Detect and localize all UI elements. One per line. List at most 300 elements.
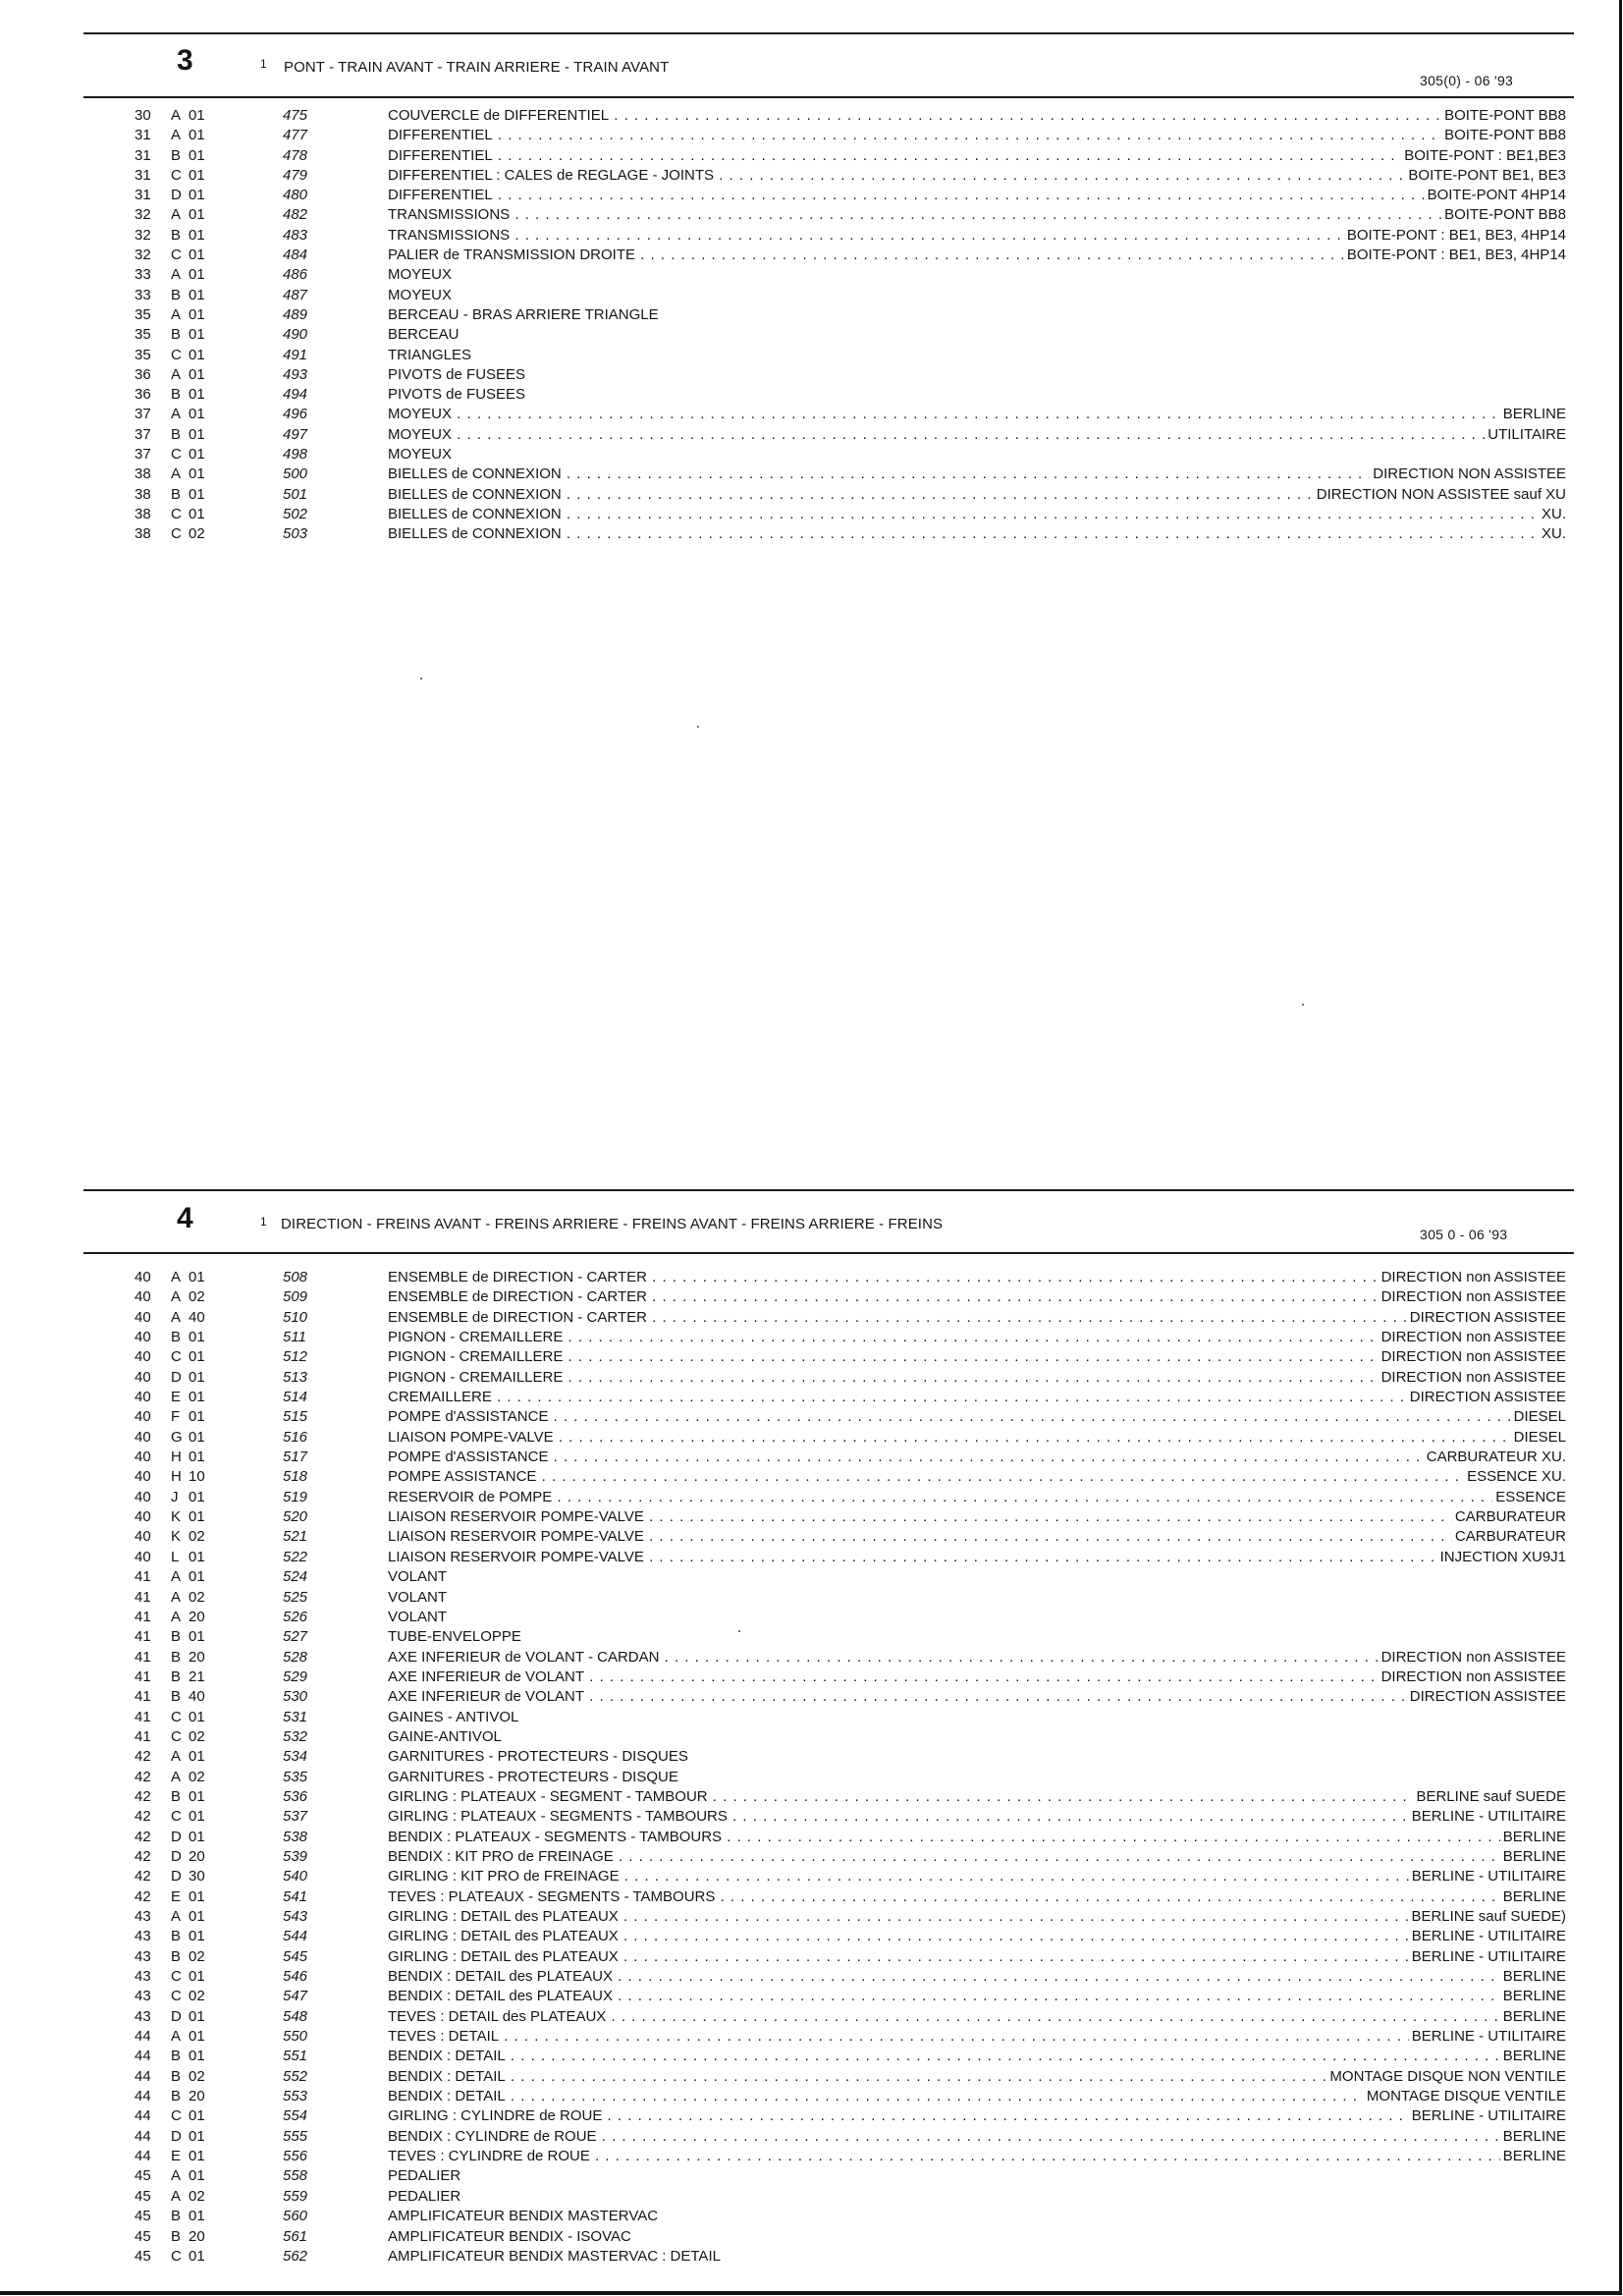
row-index: 01: [189, 146, 205, 164]
row-description: AXE INFERIEUR de VOLANT . . .: [388, 1667, 1562, 1687]
index-row: [0, 485, 1623, 505]
row-letter: C: [171, 2247, 182, 2265]
row-letter: A: [171, 2167, 182, 2185]
row-note: CARBURATEUR: [1452, 1507, 1566, 1527]
row-group: 40: [135, 1428, 151, 1446]
row-letter: D: [171, 2007, 182, 2025]
row-index: 02: [189, 1947, 205, 1965]
row-page-number: 487: [283, 286, 308, 303]
row-letter: C: [171, 1708, 182, 1725]
row-description: GARNITURES - PROTECTEURS - DISQUE: [388, 1768, 678, 1785]
section-superscript: 1: [260, 57, 267, 71]
row-page-number: 556: [283, 2148, 308, 2165]
row-group: 42: [135, 1847, 151, 1865]
row-index: 40: [189, 1688, 205, 1706]
row-index: 02: [189, 1727, 205, 1745]
index-row: [0, 2027, 1623, 2047]
row-description: BERCEAU: [388, 326, 460, 344]
row-group: 38: [135, 485, 151, 503]
row-letter: B: [171, 1787, 182, 1805]
row-note: DIRECTION non ASSISTEE: [1379, 1667, 1566, 1687]
row-page-number: 558: [283, 2167, 308, 2185]
row-group: 43: [135, 1928, 151, 1945]
row-group: 40: [135, 1348, 151, 1366]
row-group: 40: [135, 1488, 151, 1505]
row-description: TRANSMISSIONS . . .: [388, 226, 1562, 246]
row-group: 44: [135, 2028, 151, 2046]
row-page-number: 532: [283, 1727, 308, 1745]
index-row: [0, 166, 1623, 186]
row-letter: A: [171, 127, 182, 144]
row-description: TEVES : CYLINDRE de ROUE . . .: [388, 2147, 1562, 2166]
index-row: [0, 1368, 1623, 1388]
row-index: 01: [189, 326, 205, 344]
row-index: 01: [189, 1787, 205, 1805]
row-letter: B: [171, 326, 182, 344]
row-page-number: 550: [283, 2028, 308, 2046]
row-description: RESERVOIR de POMPE . . .: [388, 1488, 1562, 1507]
row-index: 01: [189, 2167, 205, 2185]
row-note: DIRECTION non ASSISTEE: [1379, 1347, 1566, 1367]
row-note: BERLINE: [1500, 1987, 1566, 2006]
row-page-number: 478: [283, 146, 308, 164]
row-index: 01: [189, 1708, 205, 1725]
index-row: [0, 1867, 1623, 1886]
row-page-number: 475: [283, 107, 308, 124]
index-row: [0, 1308, 1623, 1328]
index-row: [0, 1847, 1623, 1867]
row-group: 42: [135, 1768, 151, 1785]
row-description: MOYEUX . . .: [388, 405, 1562, 424]
row-description: ENSEMBLE de DIRECTION - CARTER . . .: [388, 1308, 1562, 1328]
row-index: 01: [189, 485, 205, 503]
row-letter: B: [171, 1928, 182, 1945]
row-letter: A: [171, 1288, 182, 1306]
row-group: 43: [135, 2007, 151, 2025]
row-letter: A: [171, 107, 182, 124]
row-note: CARBURATEUR: [1452, 1527, 1566, 1547]
row-letter: B: [171, 1648, 182, 1666]
row-description: GIRLING : DETAIL des PLATEAUX . . .: [388, 1907, 1562, 1927]
index-row: [0, 2147, 1623, 2166]
row-note: BERLINE: [1500, 2147, 1566, 2166]
section-title: PONT - TRAIN AVANT - TRAIN ARRIERE - TRAIN AVANT: [284, 59, 670, 76]
row-group: 45: [135, 2187, 151, 2205]
row-index: 01: [189, 1928, 205, 1945]
index-row: [0, 2127, 1623, 2147]
row-index: 02: [189, 1528, 205, 1546]
row-note: BERLINE: [1500, 2047, 1566, 2066]
row-description: GAINES - ANTIVOL: [388, 1708, 519, 1725]
row-description: CREMAILLERE . . .: [388, 1388, 1562, 1407]
row-letter: F: [171, 1408, 181, 1426]
row-note: DIRECTION non ASSISTEE: [1379, 1328, 1566, 1347]
index-row: [0, 405, 1623, 424]
row-note: BERLINE - UTILITAIRE: [1409, 1867, 1566, 1886]
row-letter: B: [171, 2227, 182, 2245]
row-page-number: 534: [283, 1748, 308, 1766]
row-note: DIRECTION NON ASSISTEE sauf XU: [1314, 485, 1566, 505]
row-description: TEVES : PLATEAUX - SEGMENTS - TAMBOURS . . .: [388, 1887, 1562, 1907]
row-index: 01: [189, 2208, 205, 2225]
row-letter: B: [171, 386, 182, 404]
row-description: LIAISON RESERVOIR POMPE-VALVE . . .: [388, 1527, 1562, 1547]
row-note: BOITE-PONT BB8: [1441, 126, 1566, 145]
index-row: [0, 1507, 1623, 1527]
index-row: [0, 1667, 1623, 1687]
index-row: [0, 325, 1623, 345]
row-group: 32: [135, 246, 151, 264]
row-description: AXE INFERIEUR de VOLANT . . .: [388, 1687, 1562, 1707]
row-page-number: 500: [283, 465, 308, 483]
index-row: [0, 465, 1623, 484]
row-index: 01: [189, 286, 205, 303]
row-letter: A: [171, 206, 182, 224]
row-group: 37: [135, 406, 151, 423]
index-row: [0, 1828, 1623, 1847]
index-row: [0, 2087, 1623, 2106]
row-group: 31: [135, 166, 151, 184]
row-letter: B: [171, 425, 182, 443]
row-letter: C: [171, 1968, 182, 1986]
index-row: [0, 1747, 1623, 1767]
index-row: [0, 1807, 1623, 1827]
section-code: 305(0) - 06 '93: [1420, 73, 1514, 88]
row-page-number: 477: [283, 127, 308, 144]
row-note: MONTAGE DISQUE NON VENTILE: [1326, 2067, 1566, 2087]
row-letter: A: [171, 1269, 182, 1285]
row-letter: C: [171, 1808, 182, 1826]
row-description: DIFFERENTIEL . . .: [388, 126, 1562, 145]
index-row: [0, 445, 1623, 465]
row-description: POMPE ASSISTANCE . . .: [388, 1467, 1562, 1487]
row-note: BOITE-PONT 4HP14: [1425, 186, 1566, 205]
index-row: [0, 524, 1623, 544]
index-row: [0, 1927, 1623, 1946]
row-description: PIGNON - CREMAILLERE . . .: [388, 1368, 1562, 1388]
row-page-number: 547: [283, 1988, 308, 2005]
section-rows: [0, 1268, 1623, 2267]
row-page-number: 497: [283, 425, 308, 443]
row-letter: B: [171, 286, 182, 303]
row-description: GARNITURES - PROTECTEURS - DISQUES: [388, 1748, 688, 1766]
row-description: GIRLING : DETAIL des PLATEAUX . . .: [388, 1947, 1562, 1967]
row-letter: E: [171, 1887, 182, 1905]
row-page-number: 486: [283, 266, 308, 284]
index-row: [0, 146, 1623, 166]
row-group: 37: [135, 425, 151, 443]
row-description: BENDIX : DETAIL . . .: [388, 2047, 1562, 2066]
row-index: 01: [189, 1828, 205, 1845]
row-page-number: 493: [283, 365, 308, 383]
row-description: PIVOTS de FUSEES: [388, 386, 526, 404]
row-page-number: 537: [283, 1808, 308, 1826]
row-group: 41: [135, 1708, 151, 1725]
index-row: [0, 2247, 1623, 2267]
row-note: BOITE-PONT BB8: [1441, 106, 1566, 126]
row-page-number: 530: [283, 1688, 308, 1706]
row-group: 33: [135, 286, 151, 303]
row-note: BOITE-PONT BE1, BE3: [1405, 166, 1566, 186]
row-page-number: 539: [283, 1847, 308, 1865]
row-index: 01: [189, 2048, 205, 2065]
row-group: 44: [135, 2127, 151, 2145]
row-letter: A: [171, 1908, 182, 1925]
row-index: 30: [189, 1868, 205, 1886]
row-note: UTILITAIRE: [1485, 425, 1566, 445]
row-index: 01: [189, 2148, 205, 2165]
row-note: BOITE-PONT BB8: [1441, 205, 1566, 225]
row-index: 01: [189, 1628, 205, 1646]
row-description: AXE INFERIEUR de VOLANT - CARDAN . . .: [388, 1648, 1562, 1667]
section-title: DIRECTION - FREINS AVANT - FREINS ARRIERE - FREINS AVANT - FREINS ARRIERE - FREINS: [281, 1216, 944, 1232]
row-group: 40: [135, 1408, 151, 1426]
row-group: 41: [135, 1727, 151, 1745]
row-index: 01: [189, 2028, 205, 2046]
row-group: 42: [135, 1787, 151, 1805]
row-page-number: 502: [283, 505, 308, 522]
row-page-number: 491: [283, 346, 308, 363]
row-index: 01: [189, 1368, 205, 1386]
row-page-number: 482: [283, 206, 308, 224]
row-index: 02: [189, 525, 205, 543]
row-description: TRANSMISSIONS . . .: [388, 205, 1562, 225]
row-note: BOITE-PONT : BE1, BE3, 4HP14: [1344, 226, 1566, 246]
index-row: [0, 1887, 1623, 1907]
row-index: 01: [189, 505, 205, 522]
row-page-number: 496: [283, 406, 308, 423]
index-row: [0, 1768, 1623, 1787]
index-row: [0, 1567, 1623, 1587]
row-index: 01: [189, 1488, 205, 1505]
index-row: [0, 365, 1623, 385]
row-page-number: 551: [283, 2048, 308, 2065]
row-note: BERLINE: [1500, 405, 1566, 424]
row-page-number: 544: [283, 1928, 308, 1945]
row-index: 01: [189, 1908, 205, 1925]
index-row: [0, 2067, 1623, 2087]
row-group: 30: [135, 107, 151, 124]
row-index: 01: [189, 127, 205, 144]
row-note: DIRECTION ASSISTEE: [1407, 1687, 1566, 1707]
section-header-rule: [83, 96, 1574, 98]
row-note: DIRECTION non ASSISTEE: [1379, 1268, 1566, 1287]
row-index: 01: [189, 206, 205, 224]
row-description: ENSEMBLE de DIRECTION - CARTER . . .: [388, 1268, 1562, 1287]
row-index: 01: [189, 266, 205, 284]
row-description: COUVERCLE de DIFFERENTIEL . . .: [388, 106, 1562, 126]
row-description: BIELLES de CONNEXION . . .: [388, 524, 1562, 544]
row-description: DIFFERENTIEL . . .: [388, 146, 1562, 166]
row-note: CARBURATEUR XU.: [1424, 1448, 1566, 1467]
row-note: DIRECTION ASSISTEE: [1407, 1308, 1566, 1328]
row-letter: C: [171, 505, 182, 522]
row-note: MONTAGE DISQUE VENTILE: [1364, 2087, 1566, 2106]
row-description: MOYEUX . . .: [388, 425, 1562, 445]
row-letter: A: [171, 1568, 182, 1586]
scan-speck: [420, 678, 422, 680]
index-row: [0, 1347, 1623, 1367]
row-index: 01: [189, 1748, 205, 1766]
row-index: 01: [189, 446, 205, 464]
row-letter: E: [171, 1389, 182, 1406]
row-note: DIRECTION non ASSISTEE: [1379, 1648, 1566, 1667]
row-description: LIAISON POMPE-VALVE . . .: [388, 1428, 1562, 1448]
index-row: [0, 1467, 1623, 1487]
row-description: GIRLING : DETAIL des PLATEAUX . . .: [388, 1927, 1562, 1946]
row-index: 21: [189, 1667, 205, 1685]
row-page-number: 546: [283, 1968, 308, 1986]
row-letter: A: [171, 1768, 182, 1785]
row-note: DIRECTION ASSISTEE: [1407, 1388, 1566, 1407]
row-letter: C: [171, 166, 182, 184]
row-letter: C: [171, 246, 182, 264]
row-group: 44: [135, 2107, 151, 2125]
row-letter: A: [171, 1308, 182, 1326]
row-index: 01: [189, 1348, 205, 1366]
row-index: 01: [189, 226, 205, 244]
row-note: ESSENCE: [1492, 1488, 1566, 1507]
row-letter: C: [171, 525, 182, 543]
row-page-number: 498: [283, 446, 308, 464]
row-index: 01: [189, 465, 205, 483]
row-index: 01: [189, 187, 205, 204]
row-group: 40: [135, 1269, 151, 1285]
row-index: 01: [189, 1568, 205, 1586]
row-page-number: 489: [283, 305, 308, 323]
index-row: [0, 106, 1623, 126]
row-group: 42: [135, 1808, 151, 1826]
row-description: GIRLING : CYLINDRE de ROUE . . .: [388, 2106, 1562, 2126]
row-index: 01: [189, 246, 205, 264]
row-index: 01: [189, 2107, 205, 2125]
index-row: [0, 346, 1623, 365]
row-letter: K: [171, 1508, 182, 1526]
row-letter: B: [171, 1947, 182, 1965]
row-page-number: 552: [283, 2067, 308, 2085]
row-page-number: 514: [283, 1389, 308, 1406]
index-row: [0, 1627, 1623, 1647]
index-row: [0, 1687, 1623, 1707]
scan-speck: [697, 726, 699, 728]
row-description: DIFFERENTIEL . . .: [388, 186, 1562, 205]
row-page-number: 561: [283, 2227, 308, 2245]
row-description: BENDIX : DETAIL des PLATEAUX . . .: [388, 1987, 1562, 2006]
row-description: TRIANGLES: [388, 346, 472, 363]
row-index: 20: [189, 2227, 205, 2245]
row-page-number: 538: [283, 1828, 308, 1845]
row-note: BERLINE: [1500, 2007, 1566, 2027]
row-page-number: 501: [283, 485, 308, 503]
row-note: XU.: [1539, 524, 1566, 544]
row-group: 38: [135, 505, 151, 522]
row-note: BERLINE - UTILITAIRE: [1409, 1807, 1566, 1827]
row-letter: B: [171, 2048, 182, 2065]
section-rows: [0, 106, 1623, 545]
index-row: [0, 1268, 1623, 1287]
row-group: 43: [135, 1908, 151, 1925]
row-letter: D: [171, 2127, 182, 2145]
index-row: [0, 1947, 1623, 1967]
row-page-number: 490: [283, 326, 308, 344]
row-note: BERLINE: [1500, 1847, 1566, 1867]
row-page-number: 554: [283, 2107, 308, 2125]
row-index: 01: [189, 1548, 205, 1565]
row-description: GAINE-ANTIVOL: [388, 1727, 502, 1745]
row-index: 20: [189, 1847, 205, 1865]
index-row: [0, 2166, 1623, 2186]
index-row: [0, 1428, 1623, 1448]
row-group: 40: [135, 1389, 151, 1406]
row-letter: A: [171, 1588, 182, 1606]
row-group: 41: [135, 1667, 151, 1685]
row-letter: A: [171, 465, 182, 483]
row-group: 41: [135, 1628, 151, 1646]
row-page-number: 540: [283, 1868, 308, 1886]
index-row: [0, 1527, 1623, 1547]
row-page-number: 528: [283, 1648, 308, 1666]
row-description: ENSEMBLE de DIRECTION - CARTER . . .: [388, 1287, 1562, 1307]
row-group: 42: [135, 1828, 151, 1845]
row-note: BERLINE: [1500, 2127, 1566, 2147]
row-page-number: 510: [283, 1308, 308, 1326]
row-page-number: 548: [283, 2007, 308, 2025]
row-index: 02: [189, 2067, 205, 2085]
row-group: 40: [135, 1468, 151, 1486]
row-letter: B: [171, 226, 182, 244]
row-page-number: 529: [283, 1667, 308, 1685]
row-description: PALIER de TRANSMISSION DROITE . . .: [388, 246, 1562, 265]
row-page-number: 545: [283, 1947, 308, 1965]
row-group: 41: [135, 1648, 151, 1666]
index-row: [0, 246, 1623, 265]
row-letter: B: [171, 485, 182, 503]
row-description: PEDALIER: [388, 2167, 461, 2185]
row-index: 01: [189, 1968, 205, 1986]
row-letter: A: [171, 365, 182, 383]
row-note: BERLINE: [1500, 1887, 1566, 1907]
row-group: 32: [135, 206, 151, 224]
row-letter: L: [171, 1548, 180, 1565]
row-letter: B: [171, 1329, 182, 1346]
row-index: 01: [189, 1887, 205, 1905]
row-letter: D: [171, 1368, 182, 1386]
row-index: 01: [189, 425, 205, 443]
row-letter: D: [171, 1847, 182, 1865]
row-description: PEDALIER: [388, 2187, 461, 2205]
index-row: [0, 385, 1623, 405]
row-index: 02: [189, 1588, 205, 1606]
row-page-number: 553: [283, 2088, 308, 2105]
row-index: 02: [189, 1288, 205, 1306]
row-index: 02: [189, 1988, 205, 2005]
row-page-number: 483: [283, 226, 308, 244]
index-row: [0, 186, 1623, 205]
row-group: 31: [135, 146, 151, 164]
index-row: [0, 286, 1623, 305]
row-description: BIELLES de CONNEXION . . .: [388, 465, 1562, 484]
row-group: 35: [135, 305, 151, 323]
row-letter: C: [171, 2107, 182, 2125]
row-group: 41: [135, 1588, 151, 1606]
row-index: 20: [189, 2088, 205, 2105]
row-page-number: 526: [283, 1608, 308, 1625]
row-letter: D: [171, 187, 182, 204]
section-3: [0, 0, 1623, 589]
row-index: 20: [189, 1648, 205, 1666]
section-code: 305 0 - 06 '93: [1420, 1227, 1508, 1242]
row-group: 40: [135, 1548, 151, 1565]
